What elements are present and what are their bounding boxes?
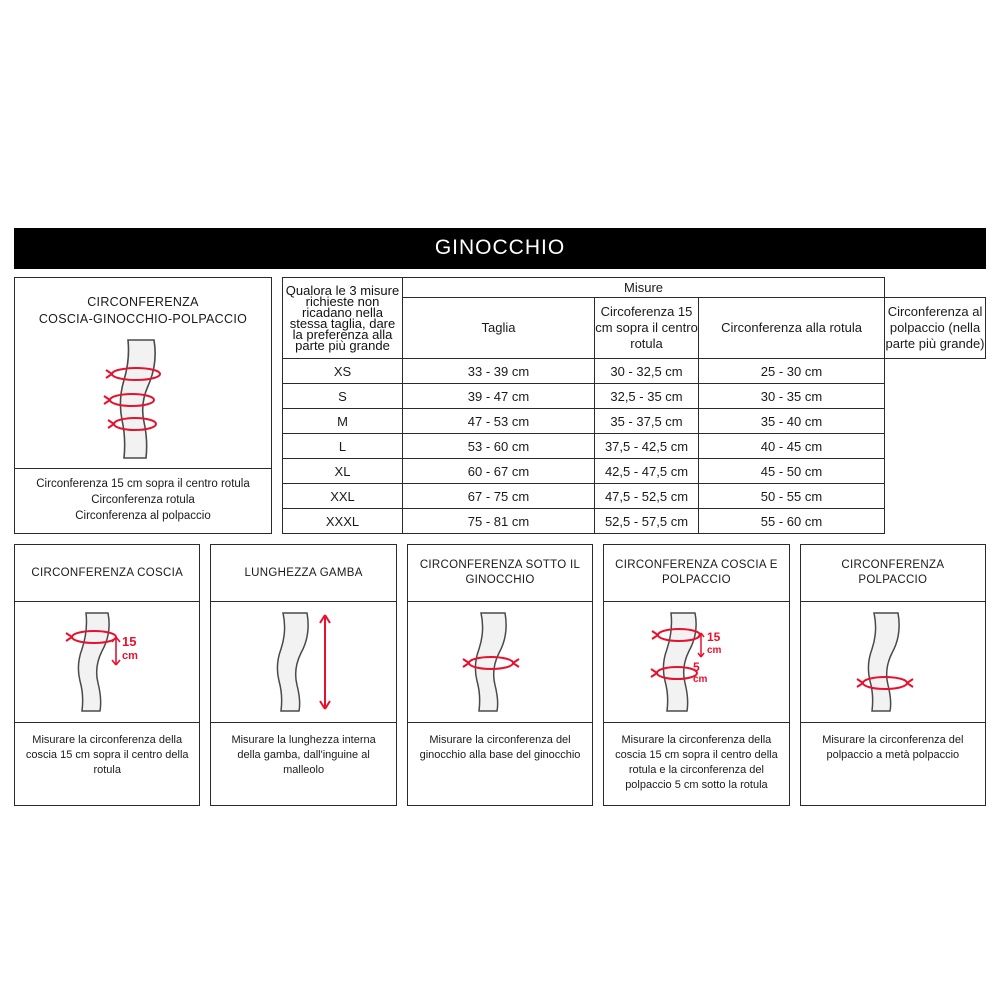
page-title: GINOCCHIO: [14, 228, 986, 269]
cell-sopra-rotula: 75 - 81 cm: [403, 509, 595, 534]
card-title: CIRCONFERENZA POLPACCIO: [801, 545, 985, 602]
cell-rotula: 30 - 32,5 cm: [595, 359, 699, 384]
cell-polpaccio: 55 - 60 cm: [699, 509, 885, 534]
upper-section: [14, 277, 986, 534]
cell-taglia: XS: [283, 359, 403, 384]
cell-rotula: 47,5 - 52,5 cm: [595, 484, 699, 509]
card-caption: Misurare la circonferenza del polpaccio a metà polpaccio: [801, 722, 985, 805]
cell-taglia: M: [283, 409, 403, 434]
legend-figure: [15, 332, 271, 468]
legend-heading-line1: CIRCONFERENZA: [87, 295, 199, 309]
cell-sopra-rotula: 33 - 39 cm: [403, 359, 595, 384]
cell-sopra-rotula: 60 - 67 cm: [403, 459, 595, 484]
card-leg-length: [210, 544, 396, 806]
card-caption: Misurare la circonferenza del ginocchio alla base del ginocchio: [408, 722, 592, 805]
leg-length-icon: [239, 607, 369, 717]
cell-rotula: 35 - 37,5 cm: [595, 409, 699, 434]
cell-polpaccio: 50 - 55 cm: [699, 484, 885, 509]
card-figure: [408, 602, 592, 722]
legend-box: [14, 277, 272, 534]
cell-polpaccio: 30 - 35 cm: [699, 384, 885, 409]
calf-circumference-icon: [828, 607, 958, 717]
legend-heading: [15, 278, 271, 332]
cell-rotula: 32,5 - 35 cm: [595, 384, 699, 409]
legend-heading-line2: COSCIA-GINOCCHIO-POLPACCIO: [38, 312, 248, 326]
table-row: [283, 384, 986, 409]
column-header-polpaccio: Circonferenza al polpaccio (nella parte più grande): [885, 297, 986, 358]
thigh-circumference-icon: [42, 607, 172, 717]
column-header-sopra-rotula: Circoferenza 15 cm sopra il centro rotula: [595, 297, 699, 358]
table-header-row-1: [283, 278, 986, 298]
card-thigh-circumference: [14, 544, 200, 806]
sizes-table: [282, 277, 986, 534]
column-header-rotula: Circonferenza alla rotula: [699, 297, 885, 358]
card-figure-label-unit: cm: [122, 650, 139, 662]
cell-rotula: 52,5 - 57,5 cm: [595, 509, 699, 534]
cell-sopra-rotula: 53 - 60 cm: [403, 434, 595, 459]
below-knee-circumference-icon: [435, 607, 565, 717]
cell-taglia: XXL: [283, 484, 403, 509]
card-figure: [604, 602, 788, 722]
cell-sopra-rotula: 67 - 75 cm: [403, 484, 595, 509]
table-row: [283, 359, 986, 384]
size-chart: [14, 228, 986, 806]
cell-sopra-rotula: 39 - 47 cm: [403, 384, 595, 409]
card-figure-label-unit: cm: [707, 645, 722, 656]
card-title: LUNGHEZZA GAMBA: [211, 545, 395, 602]
legend-caption: [15, 468, 271, 533]
card-figure-label-2-unit: cm: [693, 674, 708, 685]
column-header-taglia: Taglia: [403, 297, 595, 358]
table-row: [283, 509, 986, 534]
cell-polpaccio: 40 - 45 cm: [699, 434, 885, 459]
table-row: [283, 434, 986, 459]
table-row: [283, 484, 986, 509]
card-figure-label: 15: [707, 630, 721, 644]
card-caption: Misurare la lunghezza interna della gamba, dall'inguine al malleolo: [211, 722, 395, 805]
table-row: [283, 459, 986, 484]
card-figure-label-2: 5: [693, 660, 701, 674]
cell-taglia: S: [283, 384, 403, 409]
legend-caption-line1: Circonferenza 15 cm sopra il centro rotula: [36, 478, 250, 490]
measurement-cards: [14, 544, 986, 806]
card-figure: [15, 602, 199, 722]
cell-polpaccio: 45 - 50 cm: [699, 459, 885, 484]
cell-taglia: XL: [283, 459, 403, 484]
card-figure: [211, 602, 395, 722]
cell-rotula: 37,5 - 42,5 cm: [595, 434, 699, 459]
thigh-and-calf-circumference-icon: [631, 607, 761, 717]
cell-rotula: 42,5 - 47,5 cm: [595, 459, 699, 484]
card-title: CIRCONFERENZA COSCIA: [15, 545, 199, 602]
table-note: Qualora le 3 misure richieste non ricadano nella stessa taglia, dare la preferenza alla parte più grande: [283, 278, 403, 359]
card-calf-circumference: [800, 544, 986, 806]
card-caption: Misurare la circonferenza della coscia 15 cm sopra il centro della rotula: [15, 722, 199, 805]
card-caption: Misurare la circonferenza della coscia 15 cm sopra il centro della rotula e la circonferenza del polpaccio 5 cm sotto la rotula: [604, 722, 788, 805]
card-title: CIRCONFERENZA COSCIA E POLPACCIO: [604, 545, 788, 602]
legend-caption-line2: Circonferenza rotula: [91, 494, 195, 506]
leg-three-measures-icon: [88, 334, 198, 464]
card-figure-label: 15: [122, 634, 137, 649]
card-thigh-and-calf-circumference: [603, 544, 789, 806]
cell-sopra-rotula: 47 - 53 cm: [403, 409, 595, 434]
card-below-knee-circumference: [407, 544, 593, 806]
table-misure-label: Misure: [403, 278, 885, 298]
cell-taglia: L: [283, 434, 403, 459]
card-figure: [801, 602, 985, 722]
legend-caption-line3: Circonferenza al polpaccio: [75, 510, 211, 522]
card-title: CIRCONFERENZA SOTTO IL GINOCCHIO: [408, 545, 592, 602]
cell-polpaccio: 35 - 40 cm: [699, 409, 885, 434]
table-row: [283, 409, 986, 434]
cell-taglia: XXXL: [283, 509, 403, 534]
cell-polpaccio: 25 - 30 cm: [699, 359, 885, 384]
